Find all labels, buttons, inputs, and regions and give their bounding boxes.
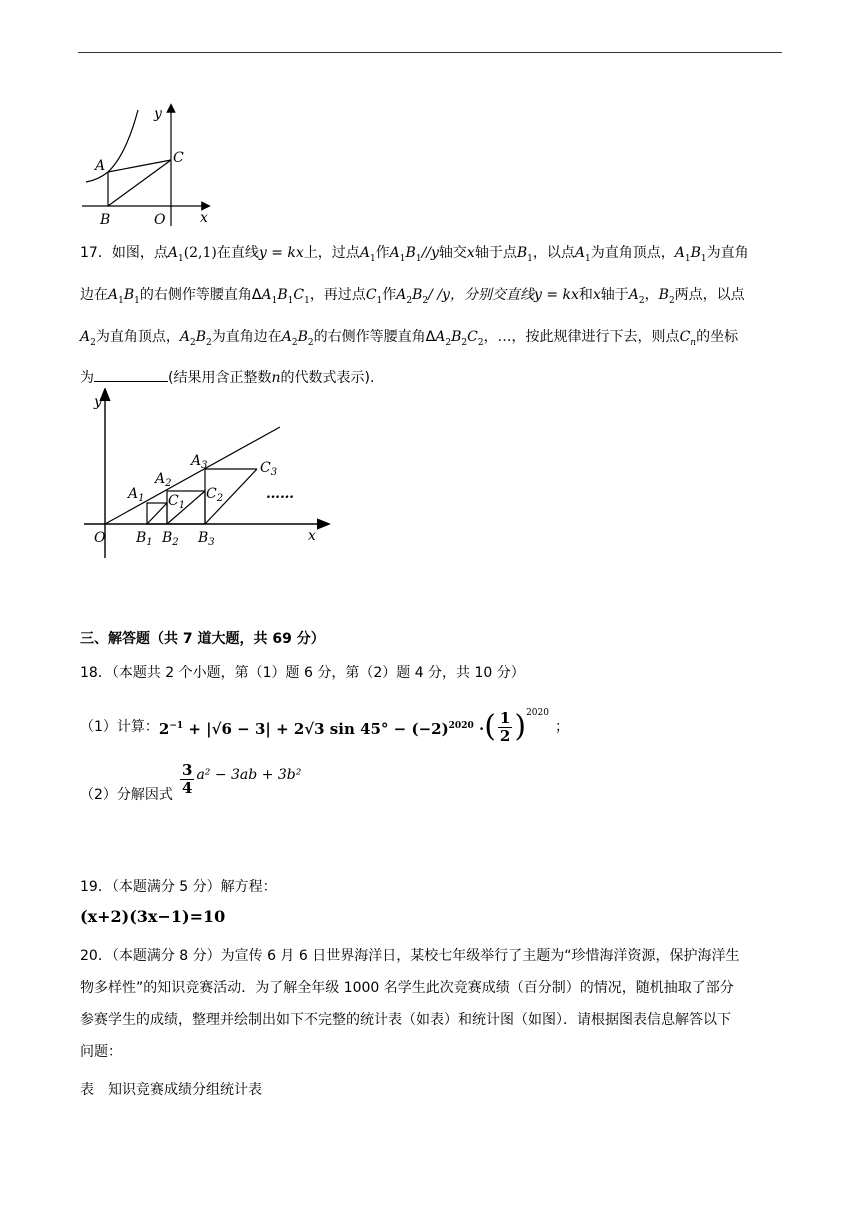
question-17: 17．如图，点$A_1(2,1)$在直线y = kx上，过点$A_1$作$A_1B_1//y$轴交x轴于点$B_1$，以点$A_1$为直角顶点，$A_1B_1$为直角 边在$A_1B_1$的右侧作等腰直角$\Delta A_1B_1C_1$，再过点$C_1$作$A_2B_2/$ /y，分别交直线y = kx和x轴于$A_2$，$B_2$两点，以点 $A_2$为直角顶点，$A_2B_2$为直角边在$A_2B_2$的右侧作等腰直角$\Delta A_2B_2C_2$，…，按此规律进行下去，则点$C_n$的坐标 为 (结果用含正整数n的代数式表示). [80, 245, 749, 387]
figure-17 [78, 388, 338, 558]
question-20: 20．（本题满分 8 分）为宣传 6 月 6 日世界海洋日，某校七年级举行了主题为“珍惜海洋资源，保护海洋生 物多样性”的知识竞赛活动．为了解全年级 1000 名学生此次竞赛成绩（百分制）的情况，随机抽取了部分 参赛学生的成绩，整理并绘制出如下不完整的统计表（如表）和统计图（如图）．请根据图表信息解答以下 问题： 表 知识竞赛成绩分组统计表 [80, 940, 780, 1106]
question-19-head: 19．（本题满分 5 分）解方程： [80, 879, 277, 895]
label-y: y [154, 106, 162, 122]
label-B: B [100, 212, 111, 228]
label-A3: $A_3$ [191, 453, 208, 471]
label-A2: $A_2$ [155, 471, 172, 489]
question-18-part1: （1）计算： $2^{-1} + |√6 - 3| + 2√3$ $\sin 45^\circ - (-2)^{2020}$ · ( $\frac{1}{2}$ ) $^{2020}$ ； [80, 708, 569, 745]
label-B2: $B_2$ [162, 530, 179, 548]
label-x: x [200, 210, 208, 226]
label-C: C [173, 150, 184, 166]
ellipsis: …… [266, 486, 294, 502]
label-C3: $C_3$ [260, 460, 278, 478]
label-B3: $B_3$ [198, 530, 215, 548]
label-C2: $C_2$ [206, 486, 224, 504]
question-19-equation: (x+2)(3x−1)=10 [80, 907, 226, 926]
question-18-head: 18．（本题共 2 个小题，第（1）题 6 分，第（2）题 4 分，共 10 分） [80, 665, 525, 681]
figure-16 [76, 100, 226, 230]
section-3-title: 三、解答题（共 7 道大题，共 69 分） [80, 631, 325, 647]
label-y: y [94, 394, 102, 410]
question-18-part2: （2）分解因式 $\frac{3}{4}$ a² − 3ab + 3b² [80, 761, 302, 803]
label-B1: $B_1$ [136, 530, 153, 548]
label-x: x [308, 528, 316, 544]
label-A1: $A_1$ [128, 486, 145, 504]
label-A: A [95, 158, 106, 174]
label-O: O [94, 530, 106, 546]
answer-blank [94, 367, 168, 382]
line-y-kx [105, 427, 280, 524]
label-C1: $C_1$ [168, 493, 186, 511]
table-caption: 表 知识竞赛成绩分组统计表 [80, 1082, 262, 1098]
label-O: O [154, 212, 166, 228]
header-rule [78, 52, 782, 53]
